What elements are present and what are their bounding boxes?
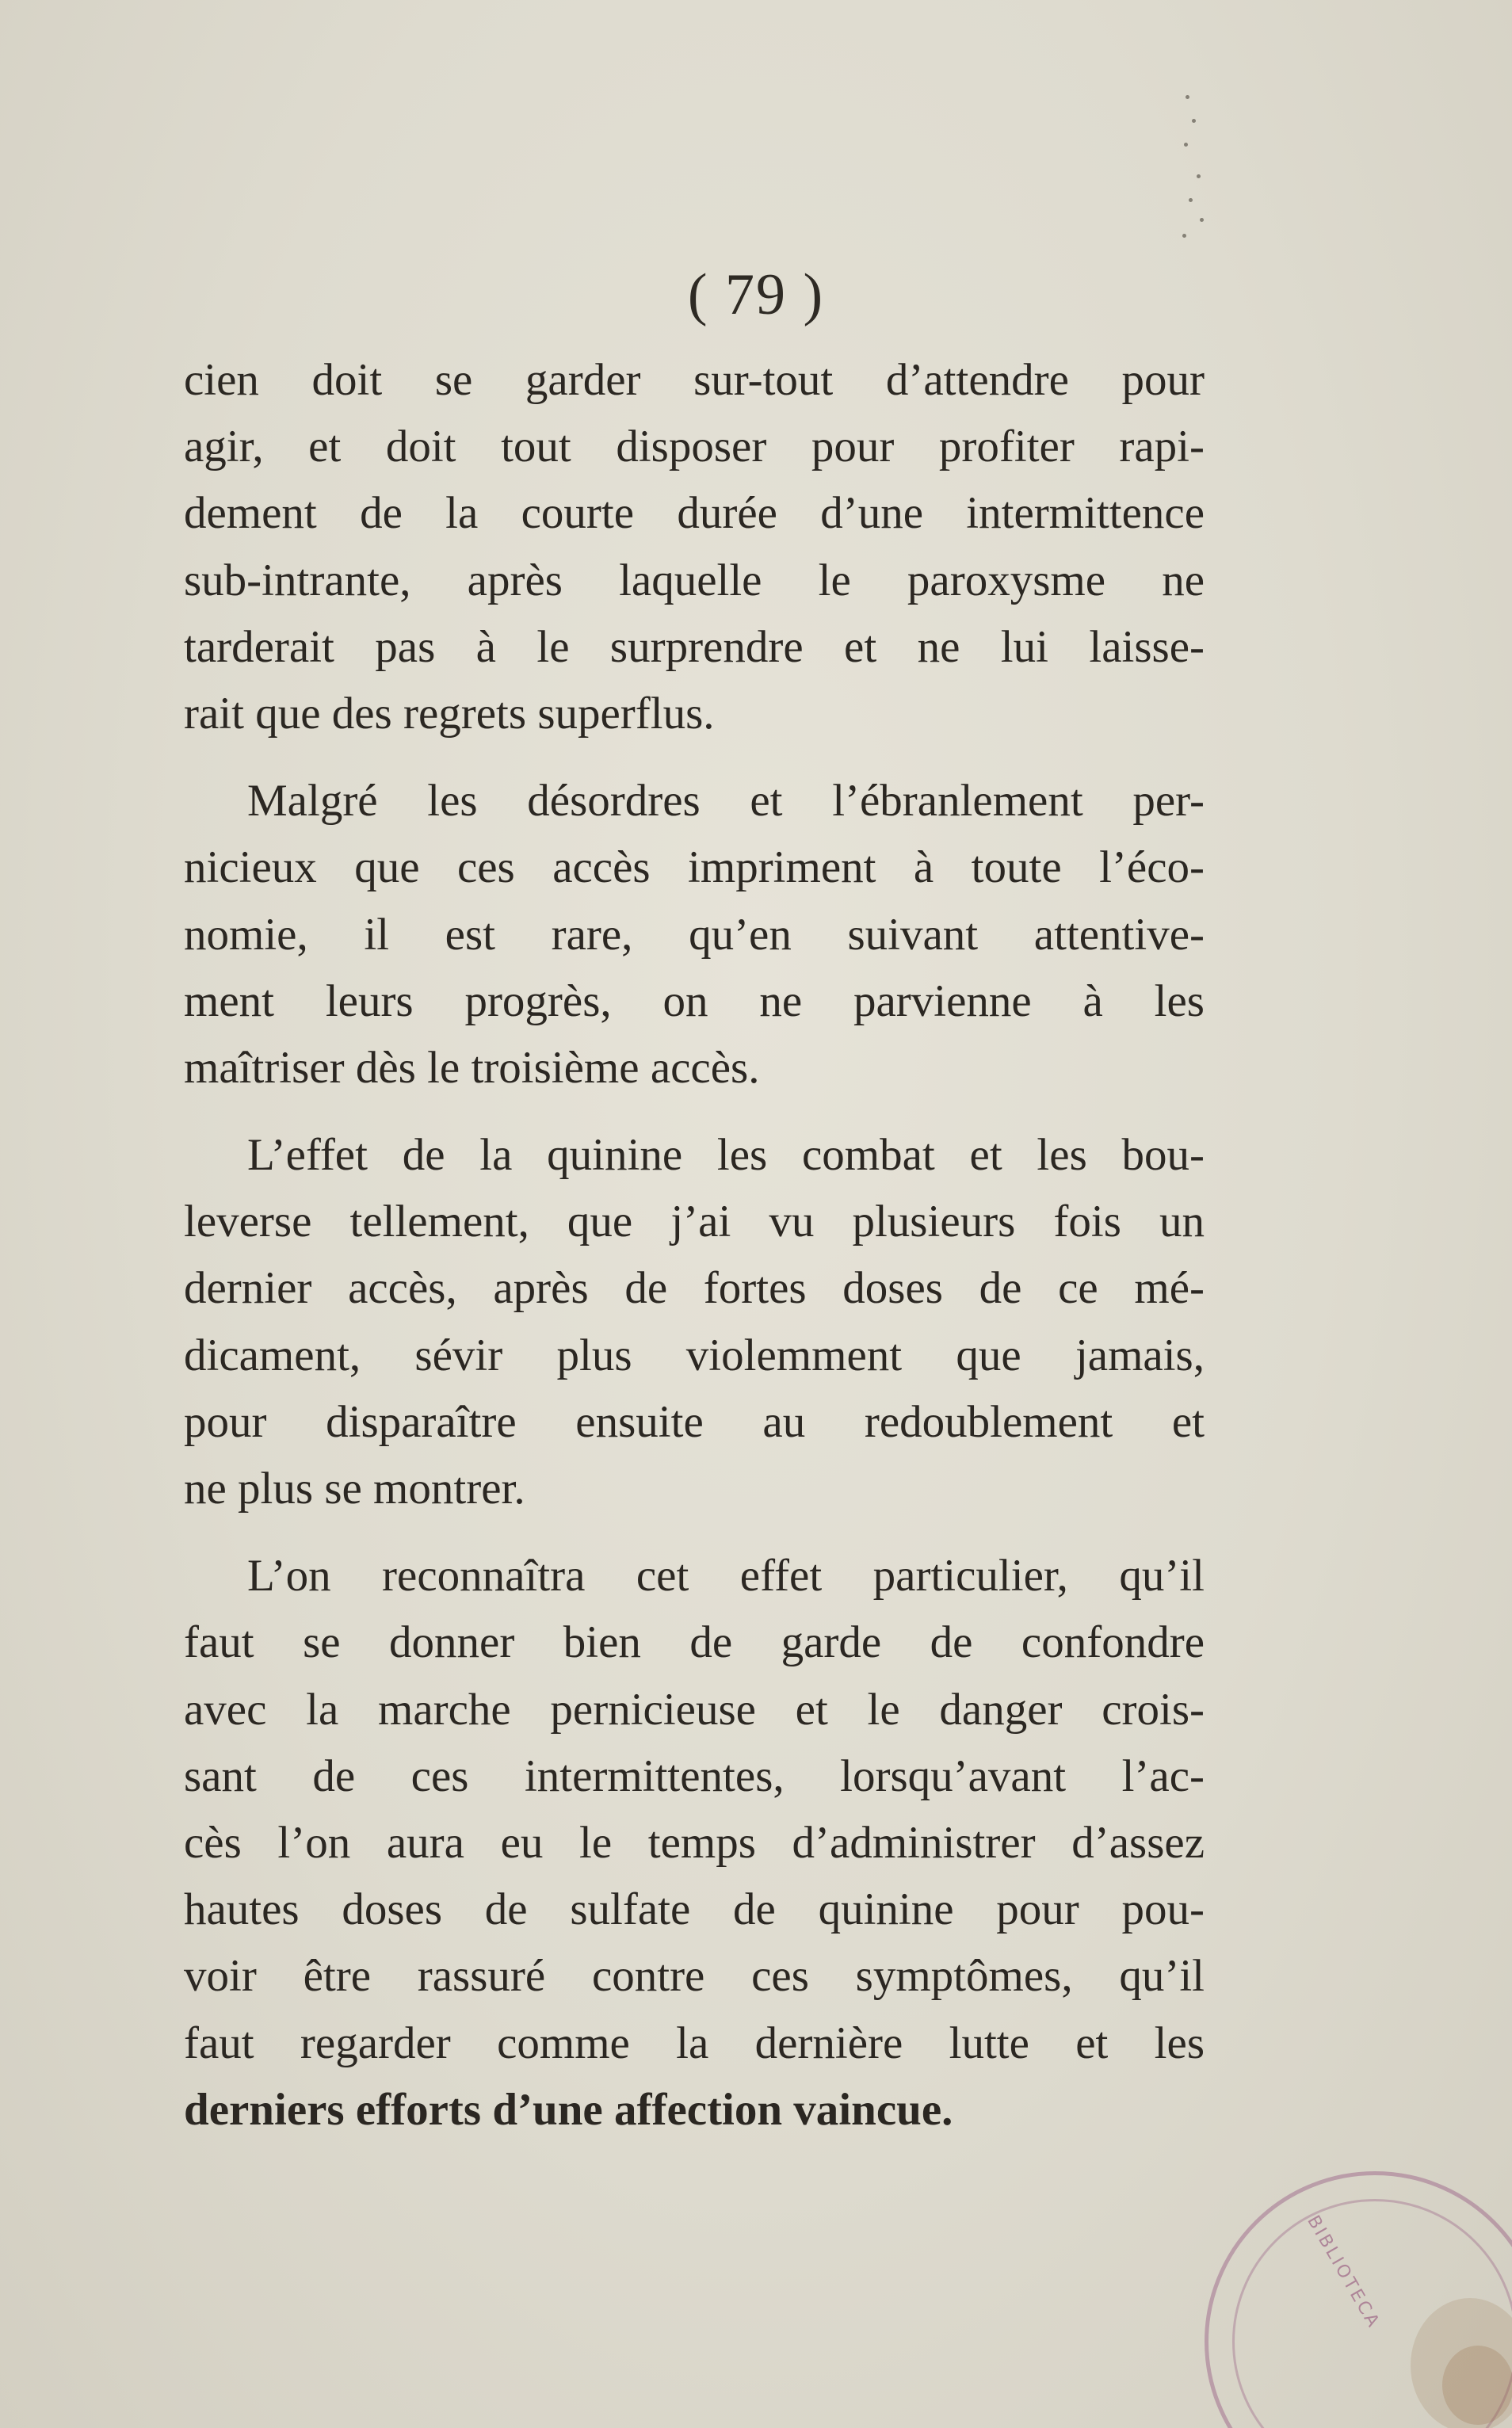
text-line: cès l’on aura eu le temps d’administrer d’assez: [184, 1817, 1205, 1868]
paragraph: [184, 768, 1205, 1101]
text-line: dernier accès, après de fortes doses de ce mé-: [184, 1263, 1205, 1314]
page-number: ( 79 ): [687, 262, 825, 327]
text-line: dement de la courte durée d’une intermittence: [184, 488, 1205, 539]
stamp-text: BIBLIOTECA: [1303, 2212, 1384, 2333]
text-line: nomie, il est rare, qu’en suivant attentive-: [184, 909, 1205, 960]
text-line: Malgré les désordres et l’ébranlement per-: [247, 776, 1205, 827]
paper-stain: [1442, 2346, 1512, 2425]
text-line: avec la marche pernicieuse et le danger crois-: [184, 1684, 1205, 1735]
text-line: derniers efforts d’une affection vaincue.: [184, 2084, 953, 2135]
text-line: dicament, sévir plus violemment que jamais,: [184, 1330, 1205, 1380]
text-line: L’on reconnaîtra cet effet particulier, qu’il: [247, 1551, 1205, 1601]
text-line: voir être rassuré contre ces symptômes, qu’il: [184, 1951, 1205, 2002]
text-line: cien doit se garder sur-tout d’attendre pour: [184, 355, 1205, 405]
text-line: agir, et doit tout disposer pour profiter rapi-: [184, 422, 1205, 472]
text-line: ment leurs progrès, on ne parvienne à les: [184, 975, 1205, 1026]
text-line: sant de ces intermittentes, lorsqu’avant l’ac-: [184, 1750, 1205, 1801]
text-line: pour disparaître ensuite au redoublement et: [184, 1396, 1205, 1447]
text-line: sub-intrante, après laquelle le paroxysme ne: [184, 555, 1205, 605]
paragraph: [184, 1122, 1205, 1522]
text-line: nicieux que ces accès impriment à toute l’éco-: [184, 842, 1205, 893]
text-line: maîtriser dès le troisième accès.: [184, 1042, 760, 1093]
paragraph: [184, 347, 1205, 747]
paragraph: [184, 1543, 1205, 2144]
body-text: [184, 347, 1205, 2144]
text-line: hautes doses de sulfate de quinine pour pou-: [184, 1884, 1205, 1935]
text-line: faut regarder comme la dernière lutte et les: [184, 2018, 1205, 2068]
text-line: tarderait pas à le surprendre et ne lui laisse-: [184, 621, 1205, 672]
text-line: leverse tellement, que j’ai vu plusieurs fois un: [184, 1197, 1205, 1247]
text-line: L’effet de la quinine les combat et les bou-: [247, 1130, 1205, 1181]
text-line: faut se donner bien de garde de confondre: [184, 1617, 1205, 1668]
ink-specks: [1181, 87, 1212, 246]
text-line: ne plus se montrer.: [184, 1464, 525, 1514]
text-line: rait que des regrets superflus.: [184, 688, 715, 739]
